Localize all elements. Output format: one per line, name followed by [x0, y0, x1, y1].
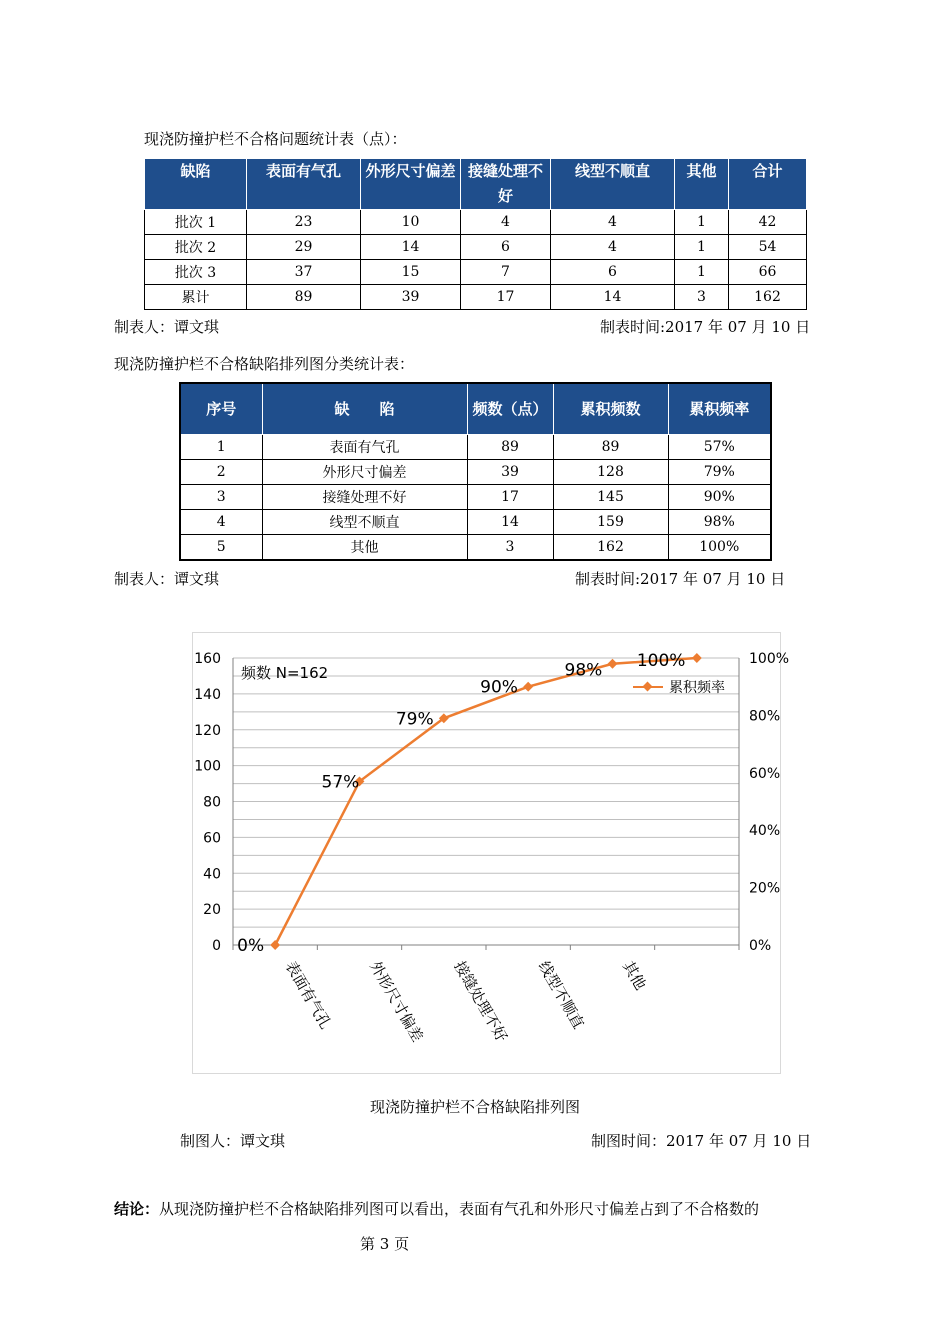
table-cell: 2 — [180, 460, 262, 485]
y-right-tick-label: 40% — [749, 823, 781, 840]
table-cell: 1 — [675, 210, 729, 235]
t1-header-cell: 外形尺寸偏差 — [361, 159, 461, 210]
table-cell: 100% — [668, 535, 771, 561]
y-right-tick-label: 80% — [749, 708, 781, 725]
t2-header-cell: 累积频数 — [553, 383, 668, 435]
table-row — [145, 210, 807, 235]
data-point — [608, 659, 618, 669]
table-cell: 10 — [361, 210, 461, 235]
table-cell: 159 — [553, 510, 668, 535]
table-cell: 4 — [461, 210, 551, 235]
table-cell: 17 — [467, 485, 553, 510]
table-cell: 128 — [553, 460, 668, 485]
table-row — [180, 510, 771, 535]
table-cell: 29 — [247, 235, 361, 260]
table-cell: 15 — [361, 260, 461, 285]
conclusion — [114, 1198, 759, 1219]
t1-header-cell: 合计 — [729, 159, 807, 210]
x-category-label: 表面有气孔 — [281, 958, 335, 1032]
table-cell: 89 — [467, 435, 553, 460]
x-category-label: 线型不顺直 — [534, 958, 588, 1032]
table-cell: 接缝处理不好 — [262, 485, 467, 510]
data-point — [270, 940, 280, 950]
table-cell: 57% — [668, 435, 771, 460]
table-cell: 4 — [180, 510, 262, 535]
data-label: 0% — [237, 936, 265, 956]
table-cell: 90% — [668, 485, 771, 510]
y-right-tick-label: 100% — [749, 651, 790, 667]
data-label: 98% — [564, 660, 603, 681]
table-cell: 1 — [675, 260, 729, 285]
table-cell: 54 — [729, 235, 807, 260]
table-cell: 4 — [551, 210, 675, 235]
table2-title: 现浇防撞护栏不合格缺陷排列图分类统计表： — [114, 355, 415, 373]
table2-maker: 制表人：谭文琪 — [114, 570, 220, 588]
t1-header-cell: 表面有气孔 — [247, 159, 361, 210]
y-left-tick-label: 100 — [194, 758, 221, 775]
table-cell: 89 — [247, 285, 361, 310]
table-cell: 5 — [180, 535, 262, 561]
data-label: 79% — [395, 709, 434, 730]
table-cell: 6 — [461, 235, 551, 260]
table-cell: 162 — [553, 535, 668, 561]
table-cell: 3 — [467, 535, 553, 561]
table-row — [145, 285, 807, 310]
chart-maker: 制图人：谭文琪 — [180, 1132, 286, 1150]
table-cell: 14 — [361, 235, 461, 260]
table-row — [145, 260, 807, 285]
table-cell: 42 — [729, 210, 807, 235]
y-right-tick-label: 20% — [749, 880, 781, 897]
data-label: 57% — [321, 772, 360, 793]
table-cell: 批次 2 — [145, 235, 247, 260]
pareto-chart — [193, 633, 790, 1073]
y-right-tick-label: 0% — [749, 938, 772, 954]
table-cell: 23 — [247, 210, 361, 235]
conclusion-label: 结论： — [114, 1200, 160, 1218]
table-row — [180, 485, 771, 510]
table1-header-row — [145, 159, 807, 210]
page-footer: 第 3 页 — [360, 1235, 410, 1253]
t2-header-cell: 缺 陷 — [262, 383, 467, 435]
t1-header-cell: 缺陷 — [145, 159, 247, 210]
y-left-tick-label: 120 — [194, 722, 221, 739]
t1-header-cell: 其他 — [675, 159, 729, 210]
table-cell: 表面有气孔 — [262, 435, 467, 460]
table-cell: 66 — [729, 260, 807, 285]
table-cell: 145 — [553, 485, 668, 510]
data-point — [523, 682, 533, 692]
table-cell: 线型不顺直 — [262, 510, 467, 535]
table2-time: 制表时间:2017 年 07 月 10 日 — [575, 570, 786, 588]
conclusion-text: 从现浇防撞护栏不合格缺陷排列图可以看出，表面有气孔和外形尺寸偏差占到了不合格数的 — [159, 1200, 760, 1218]
table1-maker: 制表人：谭文琪 — [114, 318, 220, 336]
y-left-tick-label: 40 — [203, 866, 221, 883]
table2-header-row — [180, 383, 771, 435]
table-cell: 批次 3 — [145, 260, 247, 285]
data-label: 100% — [636, 651, 686, 671]
x-category-label: 外形尺寸偏差 — [366, 958, 427, 1045]
table-cell: 39 — [467, 460, 553, 485]
data-point — [692, 653, 702, 663]
t2-header-cell: 累积频率 — [668, 383, 771, 435]
table-row — [180, 435, 771, 460]
table-cell: 其他 — [262, 535, 467, 561]
chart-time: 制图时间：2017 年 07 月 10 日 — [591, 1132, 812, 1150]
y-left-tick-label: 80 — [203, 794, 221, 811]
table-cell: 批次 1 — [145, 210, 247, 235]
chart-annotation: 频数 N=162 — [241, 664, 329, 682]
table-cell: 7 — [461, 260, 551, 285]
table-cell: 37 — [247, 260, 361, 285]
t2-header-cell: 序号 — [180, 383, 262, 435]
legend-label: 累积频率 — [669, 680, 725, 696]
x-category-label: 其他 — [619, 958, 650, 993]
chart-caption: 现浇防撞护栏不合格缺陷排列图 — [369, 1098, 580, 1116]
table-cell: 89 — [553, 435, 668, 460]
table-cell: 14 — [551, 285, 675, 310]
table-cell: 79% — [668, 460, 771, 485]
table1-title: 现浇防撞护栏不合格问题统计表（点）： — [144, 130, 407, 148]
table-row — [145, 235, 807, 260]
y-right-tick-label: 60% — [749, 765, 781, 782]
table1-time: 制表时间:2017 年 07 月 10 日 — [600, 318, 811, 336]
table-cell: 1 — [675, 235, 729, 260]
table-cell: 3 — [180, 485, 262, 510]
table-cell: 3 — [675, 285, 729, 310]
table-cell: 17 — [461, 285, 551, 310]
t1-header-cell: 线型不顺直 — [551, 159, 675, 210]
y-left-tick-label: 140 — [194, 686, 221, 703]
x-category-label: 接缝处理不好 — [450, 958, 511, 1045]
table-cell: 外形尺寸偏差 — [262, 460, 467, 485]
pareto-stats-table — [179, 382, 772, 561]
t1-header-cell: 接缝处理不好 — [461, 159, 551, 210]
data-label: 90% — [480, 677, 518, 698]
chart-frame — [192, 632, 790, 1074]
y-left-tick-label: 60 — [203, 830, 221, 847]
table-cell: 6 — [551, 260, 675, 285]
y-left-tick-label: 20 — [203, 902, 221, 919]
table-cell: 4 — [551, 235, 675, 260]
y-left-tick-label: 160 — [194, 651, 221, 667]
t2-header-cell: 频数（点） — [467, 383, 553, 435]
y-left-tick-label: 0 — [212, 938, 221, 954]
table-cell: 98% — [668, 510, 771, 535]
table-row — [180, 535, 771, 561]
table-cell: 1 — [180, 435, 262, 460]
table-row — [180, 460, 771, 485]
table-cell: 14 — [467, 510, 553, 535]
table-cell: 162 — [729, 285, 807, 310]
defect-stats-table — [144, 158, 807, 310]
table-cell: 39 — [361, 285, 461, 310]
table-cell: 累计 — [145, 285, 247, 310]
